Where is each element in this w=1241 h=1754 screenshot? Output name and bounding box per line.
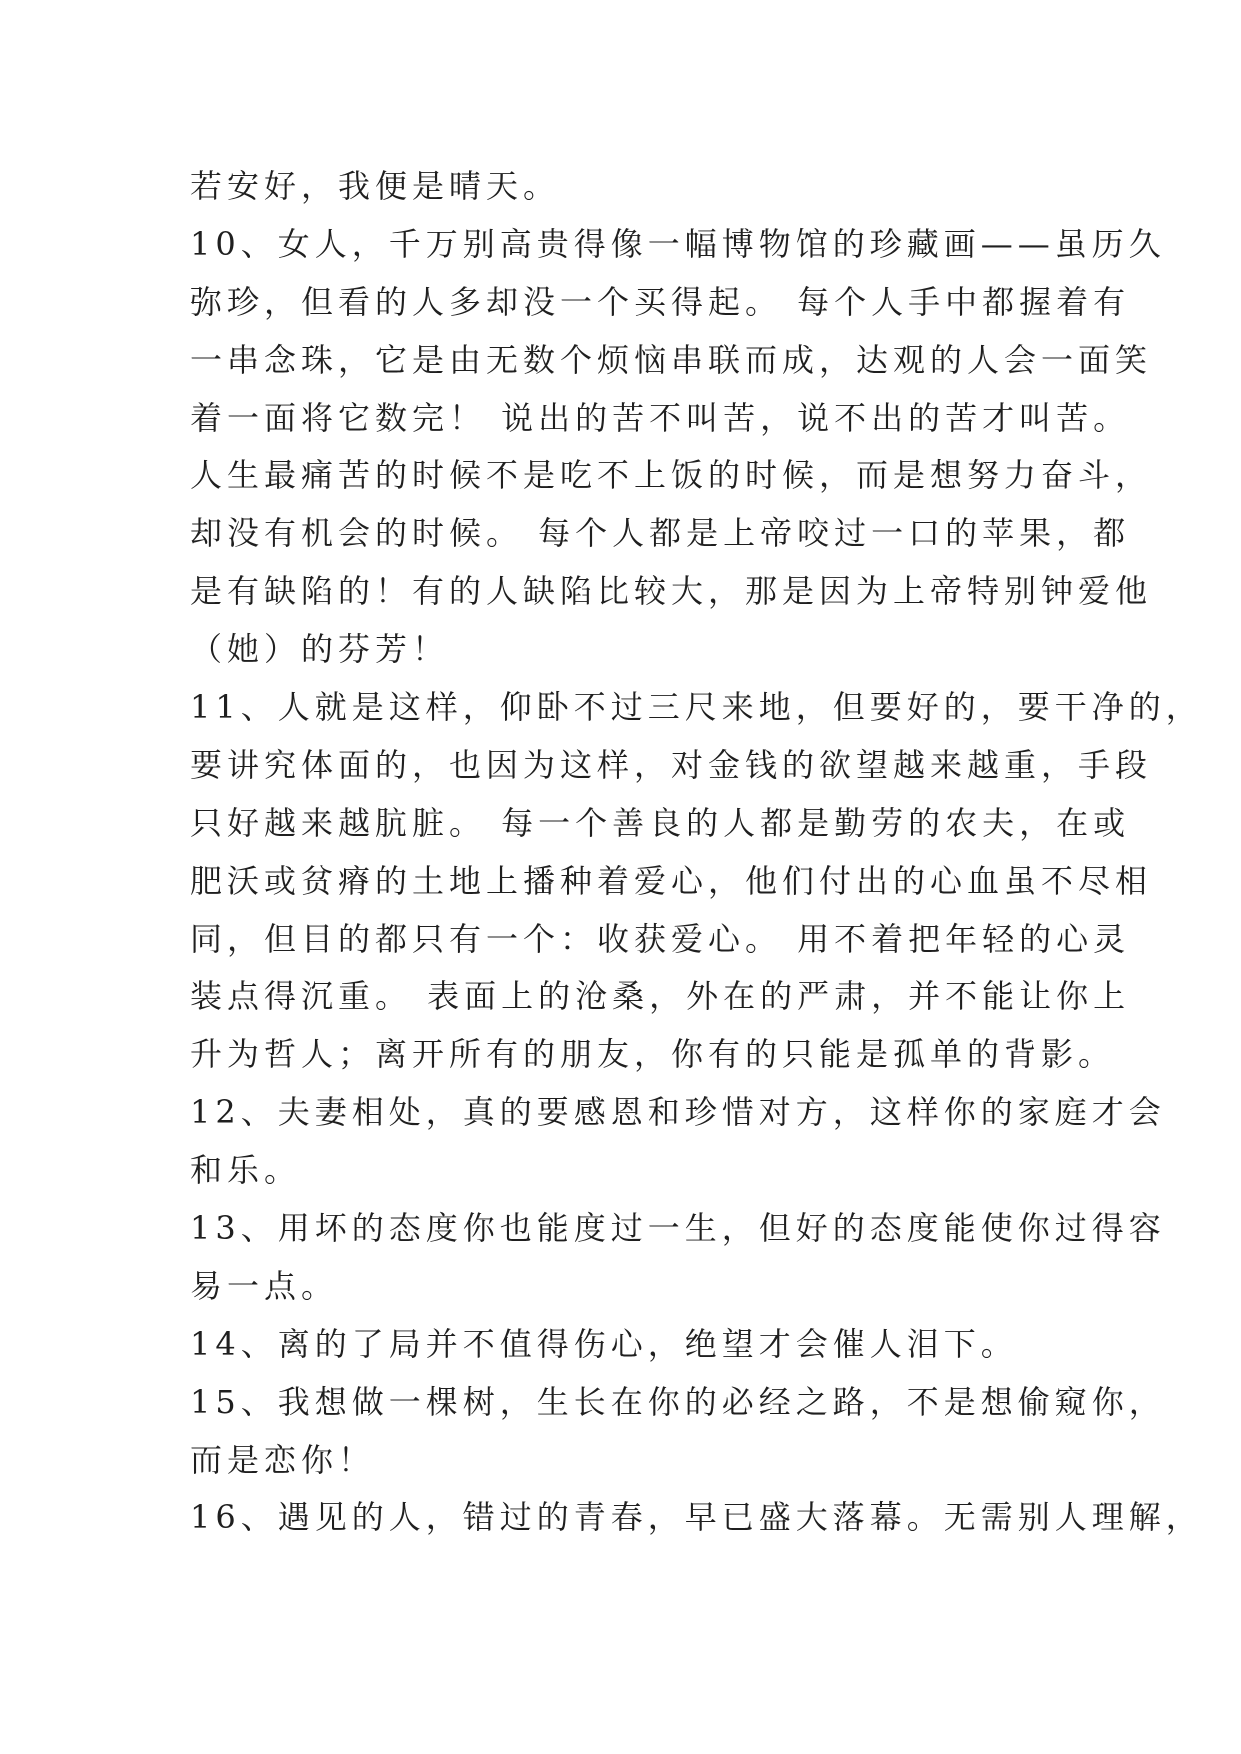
text-line: 11、人就是这样，仰卧不过三尺来地，但要好的，要干净的，	[190, 688, 1203, 727]
text-line: 升为哲人；离开所有的朋友，你有的只能是孤单的背影。	[190, 1035, 1116, 1074]
text-line: （她）的芬芳！	[190, 630, 450, 669]
text-line: 10、女人，千万别高贵得像一幅博物馆的珍藏画——虽历久	[190, 224, 1166, 263]
text-line: 16、遇见的人，错过的青春，早已盛大落幕。无需别人理解，	[190, 1498, 1203, 1537]
text-line: 而是恋你！	[190, 1440, 376, 1479]
text-line: 却没有机会的时候。 每个人都是上帝咬过一口的苹果，都	[190, 514, 1131, 553]
text-line: 只好越来越肮脏。 每一个善良的人都是勤劳的农夫，在或	[190, 803, 1131, 842]
text-line: 15、我想做一棵树，生长在你的必经之路，不是想偷窥你，	[190, 1382, 1166, 1421]
text-line: 人生最痛苦的时候不是吃不上饭的时候，而是想努力奋斗，	[190, 456, 1153, 495]
text-line: 肥沃或贫瘠的土地上播种着爱心，他们付出的心血虽不尽相	[190, 861, 1153, 900]
text-line: 同，但目的都只有一个：收获爱心。 用不着把年轻的心灵	[190, 919, 1131, 958]
text-line: 易一点。	[190, 1266, 339, 1305]
text-line: 装点得沉重。 表面上的沧桑，外在的严肃，并不能让你上	[190, 977, 1131, 1016]
text-line: 弥珍，但看的人多却没一个买得起。 每个人手中都握着有	[190, 282, 1131, 321]
text-line: 要讲究体面的，也因为这样，对金钱的欲望越来越重，手段	[190, 745, 1153, 784]
text-line: 12、夫妻相处，真的要感恩和珍惜对方，这样你的家庭才会	[190, 1093, 1166, 1132]
text-line: 13、用坏的态度你也能度过一生，但好的态度能使你过得容	[190, 1209, 1166, 1248]
text-line: 着一面将它数完！ 说出的苦不叫苦，说不出的苦才叫苦。	[190, 398, 1131, 437]
text-line: 一串念珠，它是由无数个烦恼串联而成，达观的人会一面笑	[190, 340, 1153, 379]
document-body	[190, 158, 1203, 1547]
text-line: 14、离的了局并不值得伤心，绝望才会催人泪下。	[190, 1324, 1018, 1363]
text-line: 和乐。	[190, 1151, 302, 1190]
text-line: 是有缺陷的！有的人缺陷比较大，那是因为上帝特别钟爱他	[190, 572, 1153, 611]
text-line: 若安好，我便是晴天。	[190, 167, 561, 205]
